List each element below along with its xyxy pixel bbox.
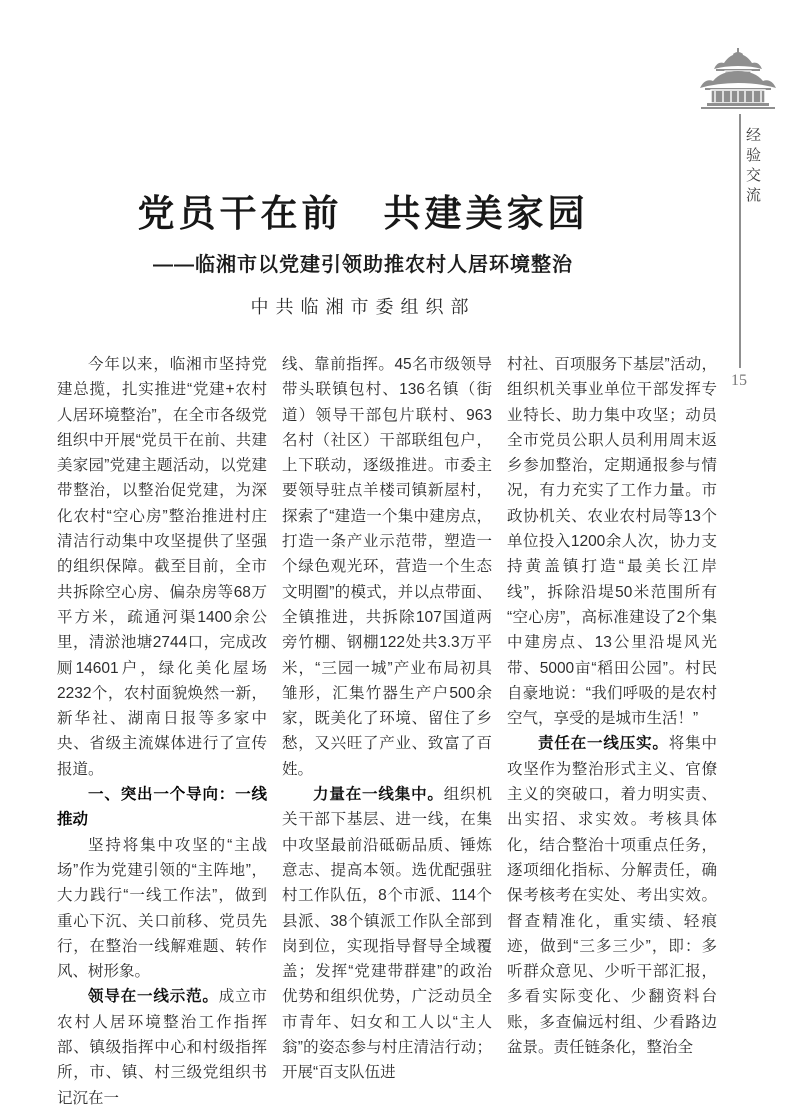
article-column-1 bbox=[57, 352, 267, 1111]
pagoda-icon bbox=[697, 47, 779, 117]
paragraph: 坚持将集中攻坚的“主战场”作为党建引领的“主阵地”，大力践行“一线工作法”，做到重心下沉、关口前移、党员先行，在整治一线解难题、转作风、树形象。 bbox=[57, 836, 267, 981]
page-number: 15 bbox=[731, 372, 747, 389]
paragraph: 村社、百项服务下基层”活动，组织机关事业单位干部发挥专业特长、助力集中攻坚；动员全市党员公职人员利用周末返乡参加整治，定期通报参与情况，有力充实了工作力量。市政协机关、农业农村局等13个单位投入1200余人次，协力支持黄盖镇打造“最美长江岸线”，拆除沿堤50米范围所有“空心房”，高标准建设了2个集中建房点、13公里沿堤风光带、5000亩“稻田公园”。村民自豪地说：“我们呼吸的是农村空气，享受的是城市生活！” bbox=[507, 356, 717, 728]
runin-lead: 责任在一线压实。 bbox=[538, 735, 669, 753]
article-subtitle: ——临湘市以党建引领助推农村人居环境整治 bbox=[153, 254, 573, 276]
section-heading: 一、突出一个导向：一线推动 bbox=[57, 786, 267, 829]
paragraph: 力量在一线集中。组织机关干部下基层、进一线，在集中攻坚最前沿砥砺品质、锤炼意志、提高本领。选优配强驻村工作队伍，8个市派、114个县派、38个镇派工作队全部到岗到位，实现指导督导全域覆盖；发挥“党建带群建”的政治优势和组织优势，广泛动员全市青年、妇女和工人以“主人翁”的姿态参与村庄清洁行动；开展“百支队伍进 bbox=[282, 786, 492, 1082]
section-label: 经验交流 bbox=[744, 127, 761, 207]
paragraph: 线、靠前指挥。45名市级领导带头联镇包村、136名镇（街道）领导干部包片联村、963名村（社区）干部联组包户，上下联动，逐级推进。市委主要领导驻点羊楼司镇新屋村，探索了“建造一个集中建房点，打造一条产业示范带，塑造一个绿色观光环，营造一个生态文明圈”的模式，并以点带面、全镇推进，共拆除107国道两旁竹棚、钢棚122处共3.3万平米，“三园一城”产业布局初具雏形，汇集竹器生产户500余家，既美化了环境、留住了乡愁，又兴旺了产业、致富了百姓。 bbox=[282, 356, 492, 778]
paragraph: 领导在一线示范。成立市农村人居环境整治工作指挥部、镇级指挥中心和村级指挥所，市、镇、村三级党组织书记沉在一 bbox=[57, 988, 267, 1107]
paragraph: 责任在一线压实。将集中攻坚作为整治形式主义、官僚主义的突破口，着力明实责、出实招、求实效。考核具体化，结合整治十项重点任务，逐项细化指标、分解责任，确保考核考在实处、考出实效。督查精准化，重实绩、轻痕迹，做到“三多三少”，即：多听群众意见、少听干部汇报，多看实际变化、少翻资料台账，多查偏远村组、少看路边盆景。责任链条化，整治全 bbox=[507, 735, 717, 1057]
article-title: 党员干在前 共建美家园 bbox=[137, 193, 589, 234]
article-column-3 bbox=[507, 352, 717, 1060]
runin-lead: 力量在一线集中。 bbox=[313, 786, 444, 804]
article-column-2 bbox=[282, 352, 492, 1086]
article-header bbox=[57, 190, 669, 318]
article-author: 中共临湘市委组织部 bbox=[250, 297, 476, 317]
article-body bbox=[57, 352, 717, 1111]
paragraph: 今年以来，临湘市坚持党建总揽，扎实推进“党建+农村人居环境整治”，在全市各级党组织中开展“党员干在前、共建美家园”党建主题活动，以党建带整治，以整治促党建，为深化农村“空心房”整治推进村庄清洁行动集中攻坚提供了坚强的组织保障。截至目前，全市共拆除空心房、偏杂房等68万平方米，疏通河渠1400余公里，清淤池塘2744口，完成改厕14601户，绿化美化屋场2232个，农村面貌焕然一新，新华社、湖南日报等多家中央、省级主流媒体进行了宣传报道。 bbox=[57, 356, 267, 778]
sidebar-rule bbox=[739, 114, 741, 368]
runin-lead: 领导在一线示范。 bbox=[88, 988, 219, 1006]
